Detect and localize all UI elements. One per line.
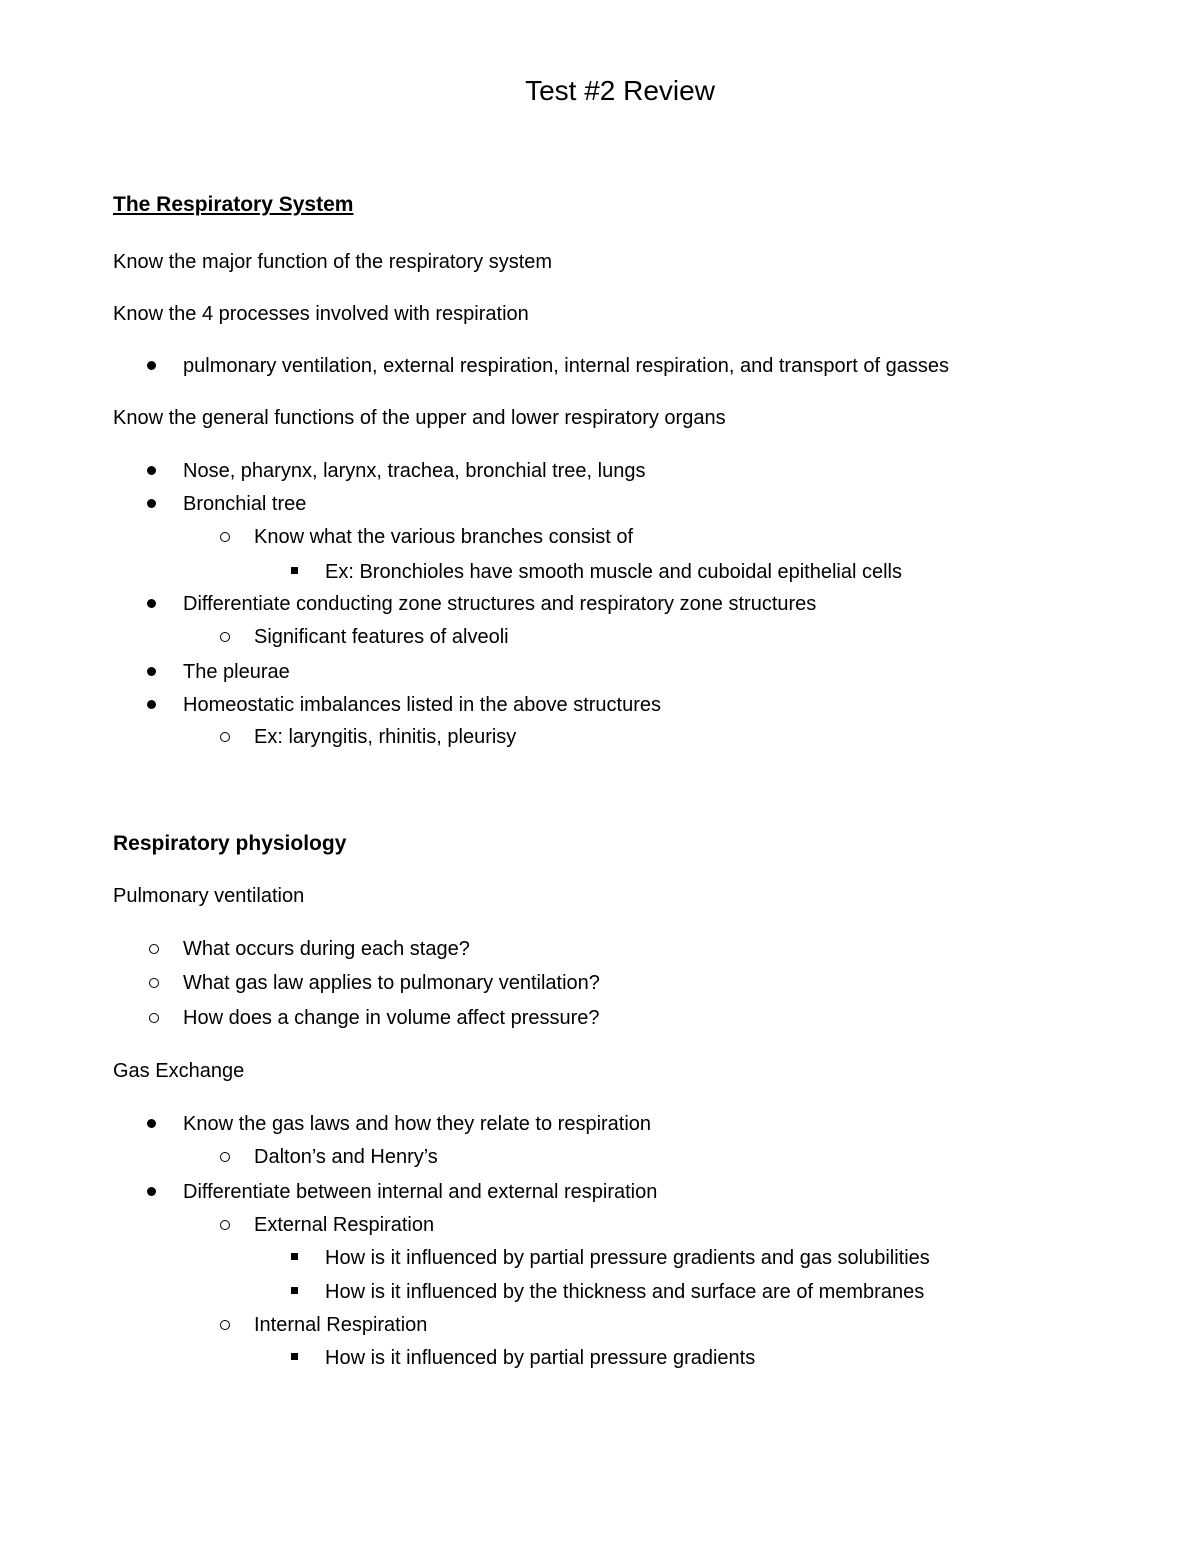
list-item: Know what the various branches consist of (254, 526, 634, 548)
bullet-circle-icon (220, 632, 230, 642)
bullet-disc-icon (147, 361, 156, 370)
bullet-circle-icon (220, 732, 230, 742)
bullet-disc-icon (147, 1187, 156, 1196)
list-item: How does a change in volume affect pressure? (183, 1007, 600, 1029)
list-item: How is it influenced by partial pressure gradients and gas solubilities (325, 1247, 930, 1269)
list-item: What gas law applies to pulmonary ventilation? (183, 972, 600, 994)
bullet-circle-icon (149, 978, 159, 988)
list-item: What occurs during each stage? (183, 938, 470, 960)
paragraph-general-functions: Know the general functions of the upper and lower respiratory organs (113, 407, 726, 429)
section-heading-respiratory-physiology: Respiratory physiology (113, 832, 347, 855)
list-item: Know the gas laws and how they relate to respiration (183, 1113, 652, 1135)
bullet-disc-icon (147, 1119, 156, 1128)
list-item: Homeostatic imbalances listed in the above structures (183, 694, 662, 716)
bullet-disc-icon (147, 466, 156, 475)
paragraph-four-processes: Know the 4 processes involved with respiration (113, 303, 529, 325)
list-item: How is it influenced by the thickness and surface are of membranes (325, 1281, 925, 1303)
bullet-disc-icon (147, 599, 156, 608)
bullet-circle-icon (220, 532, 230, 542)
bullet-circle-icon (220, 1152, 230, 1162)
list-item: Ex: laryngitis, rhinitis, pleurisy (254, 726, 517, 748)
list-item: The pleurae (183, 661, 290, 683)
list-item: Dalton’s and Henry’s (254, 1146, 438, 1168)
bullet-disc-icon (147, 700, 156, 709)
list-item: Differentiate conducting zone structures and respiratory zone structures (183, 593, 817, 615)
list-item: Bronchial tree (183, 493, 307, 515)
list-item: pulmonary ventilation, external respiration, internal respiration, and transport of gasses (183, 355, 949, 377)
section-heading-respiratory-system: The Respiratory System (113, 193, 354, 216)
list-item: How is it influenced by partial pressure gradients (325, 1347, 756, 1369)
subheading-pulmonary-ventilation: Pulmonary ventilation (113, 885, 305, 907)
list-item: Significant features of alveoli (254, 626, 509, 648)
list-item: Nose, pharynx, larynx, trachea, bronchial tree, lungs (183, 460, 646, 482)
bullet-circle-icon (220, 1220, 230, 1230)
bullet-disc-icon (147, 499, 156, 508)
bullet-circle-icon (149, 1013, 159, 1023)
bullet-square-icon (291, 1287, 298, 1294)
paragraph-major-function: Know the major function of the respiratory system (113, 251, 553, 273)
subheading-gas-exchange: Gas Exchange (113, 1060, 245, 1082)
document-title: Test #2 Review (525, 75, 715, 106)
list-item: Ex: Bronchioles have smooth muscle and cuboidal epithelial cells (325, 561, 902, 583)
list-item: Internal Respiration (254, 1314, 428, 1336)
list-item: Differentiate between internal and external respiration (183, 1181, 658, 1203)
bullet-square-icon (291, 1253, 298, 1260)
bullet-disc-icon (147, 667, 156, 676)
bullet-circle-icon (220, 1320, 230, 1330)
bullet-square-icon (291, 567, 298, 574)
list-item: External Respiration (254, 1214, 435, 1236)
bullet-circle-icon (149, 944, 159, 954)
bullet-square-icon (291, 1353, 298, 1360)
